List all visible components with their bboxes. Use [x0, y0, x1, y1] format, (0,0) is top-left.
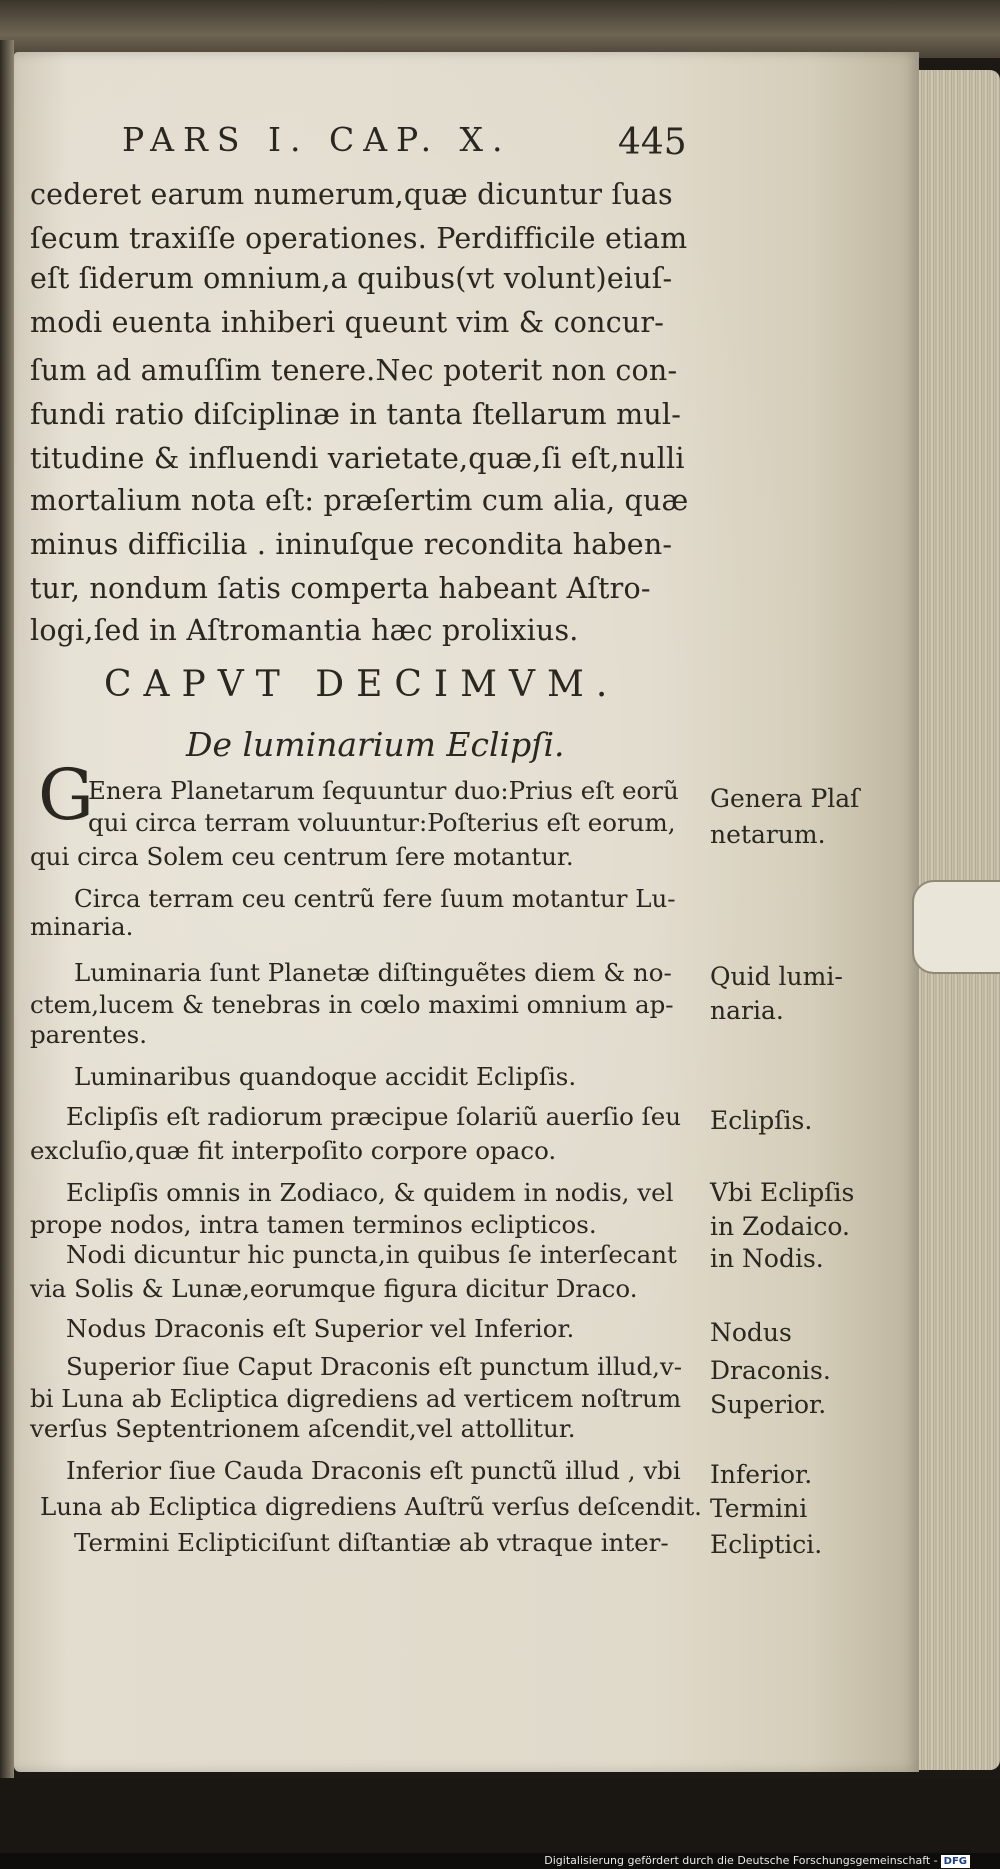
text-line: logi,ſed in Aſtromantia hæc prolixius.	[30, 614, 579, 647]
book-gutter	[0, 40, 14, 1780]
text-line: Superior ſiue Caput Draconis eſt punctum illud,v-	[66, 1352, 683, 1381]
margin-note: Superior.	[710, 1390, 827, 1419]
text-line: Circa terram ceu centrũ fere ſuum motantur Lu-	[74, 884, 676, 913]
margin-note: Termini	[710, 1494, 808, 1523]
page-number: 445	[618, 122, 687, 163]
text-line: Luminaria ſunt Planetæ diſtinguẽtes diem & no-	[74, 958, 672, 987]
text-line: eſt ſiderum omnium,a quibus(vt volunt)eiuſ-	[30, 262, 673, 295]
text-line: modi euenta inhiberi queunt vim & concur-	[30, 306, 665, 339]
digitization-credit	[0, 1853, 1000, 1869]
text-line: Termini Eclipticiſunt diſtantiæ ab vtraque inter-	[74, 1528, 669, 1557]
text-line: ſecum traxiſſe operationes. Perdifficile etiam	[30, 222, 688, 255]
margin-note: in Nodis.	[710, 1244, 824, 1273]
dfg-logo: DFG	[941, 1855, 970, 1868]
text-line: fundi ratio diſciplinæ in tanta ſtellarum mul-	[30, 398, 682, 431]
text-line: excluſio,quæ fit interpoſito corpore opaco.	[30, 1136, 557, 1165]
chapter-subheading: De luminarium Eclipſi.	[186, 725, 565, 764]
margin-note: in Zodaico.	[710, 1212, 850, 1241]
text-line: Nodus Draconis eſt Superior vel Inferior.	[66, 1314, 575, 1343]
text-line: via Solis & Lunæ,eorumque figura dicitur Draco.	[30, 1274, 638, 1303]
credit-text: Digitalisierung gefördert durch die Deutsche Forschungsgemeinschaft -	[544, 1854, 938, 1867]
text-line: bi Luna ab Ecliptica digrediens ad verticem noſtrum	[30, 1384, 682, 1413]
text-line: Luna ab Ecliptica digrediens Auſtrũ verſus deſcendit.	[40, 1492, 702, 1521]
margin-note: Ecliptici.	[710, 1530, 823, 1559]
text-line: Inferior ſiue Cauda Draconis eſt punctũ illud , vbi	[66, 1456, 681, 1485]
text-line: ſum ad amuſſim tenere.Nec poterit non con-	[30, 354, 678, 387]
text-line: qui circa Solem ceu centrum ſere motantur.	[30, 842, 574, 871]
drop-capital: G	[38, 754, 94, 836]
margin-note: Eclipſis.	[710, 1106, 813, 1135]
text-line: Luminaribus quandoque accidit Eclipſis.	[74, 1062, 577, 1091]
text-line: titudine & influendi varietate,quæ,ſi eſt,nulli	[30, 442, 685, 475]
text-line: Eclipſis omnis in Zodiaco, & quidem in nodis, vel	[66, 1178, 674, 1207]
text-line: minus difficilia . ininuſque recondita haben-	[30, 528, 673, 561]
text-line: mortalium nota eſt: præſertim cum alia, quæ	[30, 484, 689, 517]
margin-note: Draconis.	[710, 1356, 831, 1385]
margin-note: Vbi Eclipſis	[710, 1178, 855, 1207]
running-title: PARS I. CAP. X.	[122, 120, 512, 159]
scan-bottom	[0, 1778, 1000, 1853]
text-line: Eclipſis eſt radiorum præcipue ſolariũ auerſio ſeu	[66, 1102, 682, 1131]
chapter-heading: CAPVT DECIMVM.	[104, 664, 620, 705]
text-line: qui circa terram voluuntur:Poſterius eſt eorum,	[88, 808, 676, 837]
margin-note: Nodus	[710, 1318, 792, 1347]
text-line: parentes.	[30, 1020, 147, 1049]
book-top-edge	[0, 0, 1000, 58]
text-line: ctem,lucem & tenebras in cœlo maximi omnium ap-	[30, 990, 674, 1019]
text-line: cederet earum numerum,quæ dicuntur ſuas	[30, 178, 673, 211]
margin-note: netarum.	[710, 820, 826, 849]
text-line: minaria.	[30, 912, 134, 941]
text-line: prope nodos, intra tamen terminos eclipticos.	[30, 1210, 597, 1239]
text-line: verſus Septentrionem aſcendit,vel attollitur.	[30, 1414, 576, 1443]
text-line: Enera Planetarum ſequuntur duo:Prius eſt eorũ	[88, 776, 679, 805]
margin-note: Inferior.	[710, 1460, 813, 1489]
margin-note: Genera Plaſ	[710, 784, 860, 813]
text-line: tur, nondum ſatis comperta habeant Aſtro-	[30, 572, 651, 605]
page-tab	[912, 880, 1000, 974]
text-line: Nodi dicuntur hic puncta,in quibus ſe interſecant	[66, 1240, 677, 1269]
margin-note: Quid lumi-	[710, 962, 843, 991]
margin-note: naria.	[710, 996, 784, 1025]
